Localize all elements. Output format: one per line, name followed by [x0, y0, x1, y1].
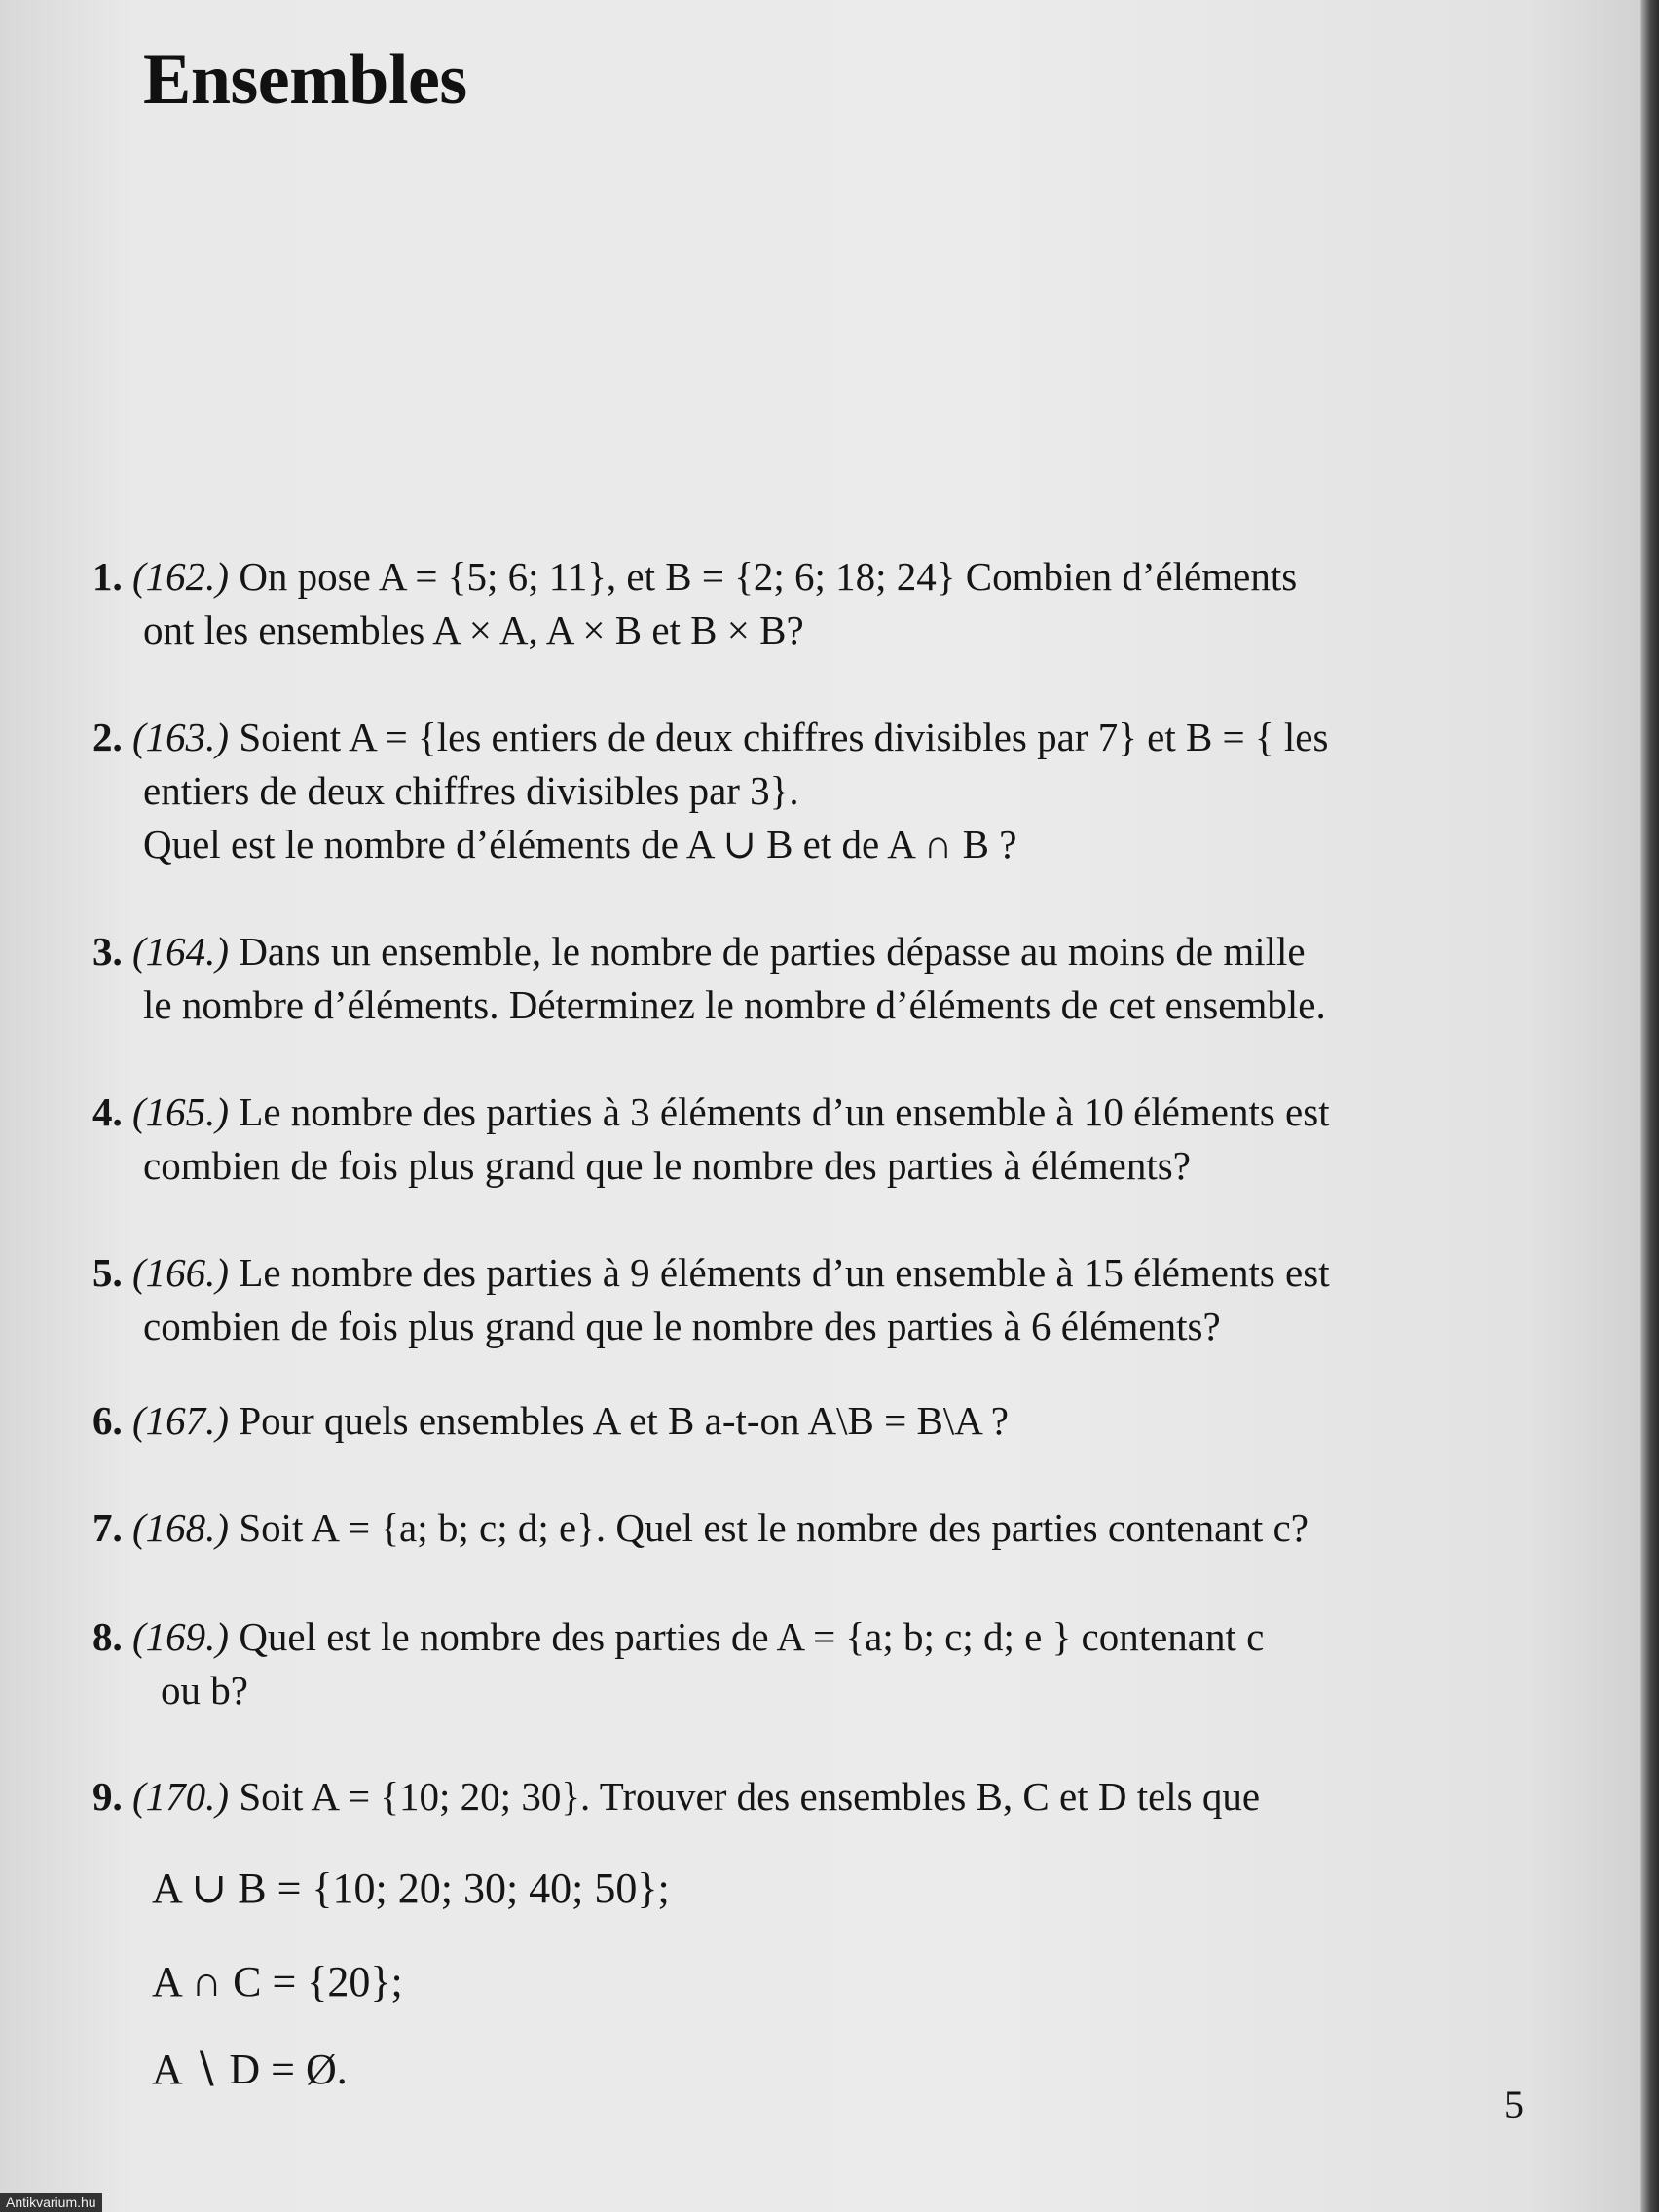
- problem-number: 5.: [92, 1250, 123, 1295]
- problem-text: combien de fois plus grand que le nombre des parties à éléments?: [143, 1143, 1191, 1188]
- problem-ref: (164.): [132, 929, 230, 974]
- problem-3: [92, 925, 1533, 1032]
- problem-8: [92, 1610, 1533, 1717]
- problem-text: Soit A = {10; 20; 30}. Trouver des ensembles B, C et D tels que: [239, 1774, 1261, 1819]
- problem-9: [92, 1770, 1533, 1824]
- problem-number: 9.: [92, 1774, 123, 1819]
- problem-text: entiers de deux chiffres divisibles par 3}.: [143, 768, 799, 813]
- problem-number: 8.: [92, 1614, 123, 1659]
- problem-text: Soient A = {les entiers de deux chiffres divisibles par 7} et B = { les: [239, 715, 1329, 759]
- problem-ref: (167.): [132, 1398, 230, 1443]
- problem-text: Le nombre des parties à 9 éléments d’un ensemble à 15 éléments est: [239, 1250, 1330, 1295]
- problem-1: [92, 550, 1533, 657]
- problem-text: Quel est le nombre des parties de A = {a; b; c; d; e } contenant c: [239, 1614, 1265, 1659]
- problem-ref: (166.): [132, 1250, 230, 1295]
- equation-difference: A ∖ D = Ø.: [152, 2046, 348, 2093]
- problem-text: Le nombre des parties à 3 éléments d’un ensemble à 10 éléments est: [239, 1089, 1330, 1134]
- problem-6: [92, 1394, 1533, 1448]
- page-number: 5: [1504, 2083, 1524, 2126]
- problem-text: le nombre d’éléments. Déterminez le nombre d’éléments de cet ensemble.: [143, 982, 1326, 1027]
- problem-number: 2.: [92, 715, 123, 759]
- problem-ref: (162.): [132, 554, 230, 599]
- problem-number: 6.: [92, 1398, 123, 1443]
- problem-text: ont les ensembles A × A, A × B et B × B?: [143, 608, 804, 652]
- page-title: Ensembles: [143, 40, 467, 120]
- problem-number: 4.: [92, 1089, 123, 1134]
- problem-number: 3.: [92, 929, 123, 974]
- problem-text: ou b?: [161, 1668, 248, 1713]
- problem-ref: (165.): [132, 1089, 230, 1134]
- problem-text: Dans un ensemble, le nombre de parties dépasse au moins de mille: [239, 929, 1306, 974]
- problem-ref: (170.): [132, 1774, 230, 1819]
- problem-text: Pour quels ensembles A et B a-t-on A\B = B\A ?: [239, 1398, 1010, 1443]
- problem-text: Soit A = {a; b; c; d; e}. Quel est le nombre des parties contenant c?: [239, 1505, 1309, 1550]
- problem-ref: (169.): [132, 1614, 230, 1659]
- problem-text: Quel est le nombre d’éléments de A ∪ B et de A ∩ B ?: [143, 822, 1017, 866]
- equation-intersection: A ∩ C = {20};: [152, 1958, 403, 2006]
- problem-number: 1.: [92, 554, 123, 599]
- equation-union: A ∪ B = {10; 20; 30; 40; 50};: [152, 1864, 670, 1912]
- problem-ref: (168.): [132, 1505, 230, 1550]
- page-edge-shadow: [1640, 0, 1659, 2212]
- problem-7: [92, 1501, 1533, 1555]
- problem-4: [92, 1086, 1533, 1193]
- problem-text: On pose A = {5; 6; 11}, et B = {2; 6; 18; 24} Combien d’éléments: [239, 554, 1298, 599]
- problem-number: 7.: [92, 1505, 123, 1550]
- problem-text: combien de fois plus grand que le nombre des parties à 6 éléments?: [143, 1304, 1221, 1348]
- watermark: Antikvarium.hu: [0, 2193, 102, 2212]
- problem-ref: (163.): [132, 715, 230, 759]
- problem-5: [92, 1246, 1533, 1353]
- problem-2: [92, 711, 1533, 871]
